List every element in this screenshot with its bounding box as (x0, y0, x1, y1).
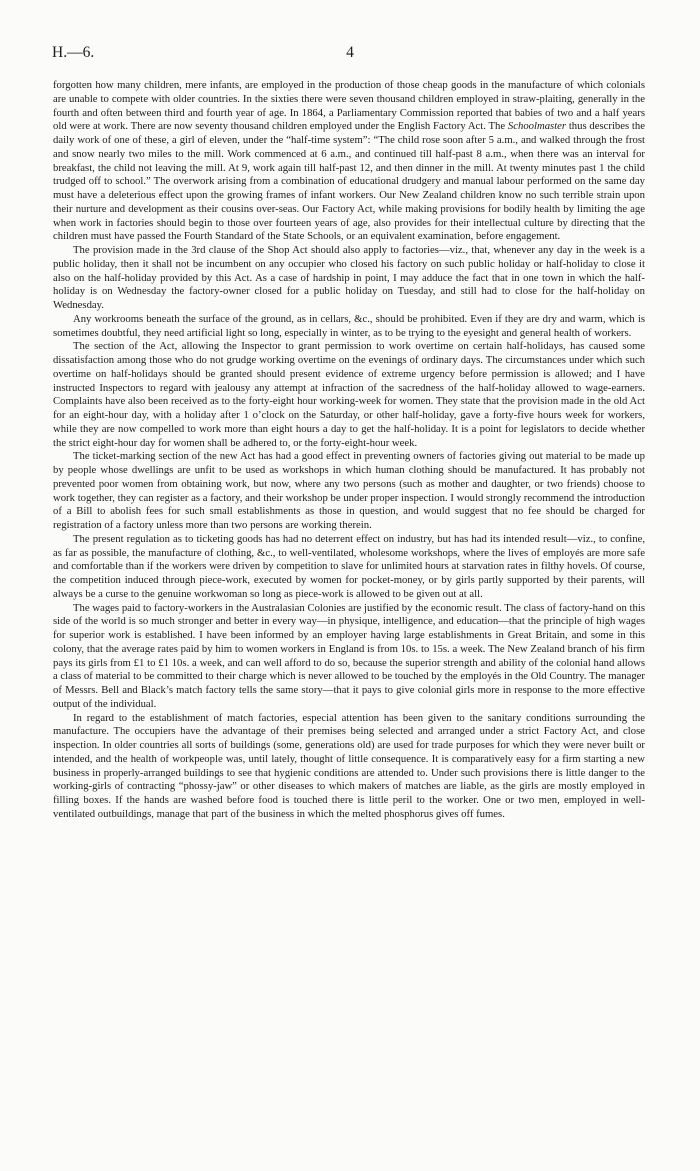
document-reference: H.—6. (52, 44, 95, 61)
paragraph-text: The provision made in the 3rd clause of the Shop Act should also apply to factories—viz., that, whenever any day in the week is a public holiday, then it shall not be incumbent on any occupier who closed his factory on such public holiday or half-holiday to close it also on the half-holiday provided by this Act. As a case of hardship in point, I may adduce the fact that in one town in which the half-holiday is on Wednesday the factory-owner closed for a public holiday on Tuesday, and still had to close for the half-holiday on Wednesday. (53, 244, 645, 311)
paragraph-text: The wages paid to factory-workers in the Australasian Colonies are justified by the economic result. The class of factory-hand on this side of the world is so much stronger and better in every way—in physique, intelligence, and education—that the principle of high wages for superior work is established. I have been informed by an employer having large establishments in Great Britain, and some in this colony, that the average rates paid by him to women workers in England is from 10s. to 15s. a week. The New Zealand branch of his firm pays its girls from £1 to £1 10s. a week, and can well afford to do so, because the superior strength and ability of the colonial hand allows a class of material to be committed to their charge which is never allowed to be touched by the employés in the Old Country. The manager of Messrs. Bell and Black’s match factory tells the same story—that it pays to give colonial girls more in response to the more effective output of the individual. (53, 601, 645, 710)
paragraph-text: Any workrooms beneath the surface of the ground, as in cellars, &c., should be prohibited. Even if they are dry and warm, which is sometimes doubtful, they need artificial light so long, especially in winter, as to be trying to the eyesight and general health of workers. (53, 312, 645, 339)
paragraph-text: forgotten how many children, mere infants, are employed in the production of those cheap goods in the manufacture of which colonials are unable to compete with older countries. In the sixties there were seven thousand children employed in straw-plaiting, generally in the fourth and often between third and fourth year of age. In 1864, a Parliamentary Commission reported that babies of two and a half years old were at work. There are now seventy thousand children employed under the English Factory Act. The (53, 79, 645, 133)
paragraph-8 (53, 712, 645, 822)
paragraph-6 (53, 533, 645, 602)
paragraph-3 (53, 313, 645, 341)
paragraph-4 (53, 340, 645, 450)
paragraph-text-italic: Schoolmaster (507, 120, 567, 133)
page-body (53, 79, 645, 822)
paragraph-7 (53, 602, 645, 712)
paragraph-text: thus describes the daily work of one of these, a girl of eleven, under the “half-time system”: “The child rose soon after 5 a.m., and walked through the frost and snow nearly two miles to the mill. Work commenced at 6 a.m., and continued till half-past 8 a.m., when there was an interval for breakfast, the child not leaving the mill. At 9, work again till half-past 12, and then dinner in the mill. At twenty minutes past 1 the child trudged off to school.” The overwork arising from a combination of educational drudgery and manual labour performed on the same day must have a deleterious effect upon the growing frames of infant workers. Our New Zealand children know no such terrible strain upon their nurture and development as their cousins over-seas. Our Factory Act, while making provisions for bodily health by limiting the age when work in factories should begin to those over fourteen years of age, also provides for their intellectual culture by directing that the children must have passed the Fourth Standard of the State Schools, or an equivalent examination, before engagement. (53, 120, 645, 243)
paragraph-2 (53, 244, 645, 313)
page-header (52, 44, 648, 66)
paragraph-text: In regard to the establishment of match factories, especial attention has been given to the sanitary conditions surrounding the manufacture. The occupiers have the advantage of their premises being selected and arranged under a strict Factory Act, and close inspection. In older countries all sorts of buildings (some, generations old) are used for trade purposes for which they were never built or intended, and the health of workpeople was, until lately, thought of little consequence. It is comparatively easy for a firm starting a new business in properly-arranged buildings to see that hygienic conditions are attended to. Under such provisions there is little danger to the working-girls of contracting “phossy-jaw” or other diseases to which makers of matches are liable, as the girls are mostly employed in filling boxes. If the hands are washed before food is touched there is little peril to the worker. One or two men, employed in well-ventilated outbuildings, manage that part of the business in which the melted phosphorus gives off fumes. (53, 711, 645, 820)
page-number: 4 (346, 44, 354, 61)
paragraph-5 (53, 450, 645, 533)
paragraph-1 (53, 79, 645, 244)
paragraph-text: The present regulation as to ticketing goods has had no deterrent effect on industry, but has had its intended result—viz., to confine, as far as possible, the manufacture of clothing, &c., to well-ventilated, wholesome workshops, where the lives of employés are more safe and comfortable than if the workers were driven by competition to slave for unlimited hours at starvation rates in filthy hovels. Of course, the competition induced through piece-work, executed by women for pocket-money, or by girls partly supported by their parents, will always be a curse to the genuine workwoman so long as piece-work is allowed to be given out at all. (53, 532, 645, 600)
paragraph-text: The ticket-marking section of the new Act has had a good effect in preventing owners of factories giving out material to be made up by people whose dwellings are unfit to be used as workshops in which human clothing should be manufactured. It has probably not prevented poor women from obtaining work, but now, where any two persons (such as mother and daughter, or two friends) choose to work together, they can register as a factory, and their workshop be under proper inspection. I would strongly recommend the introduction of a Bill to abolish fees for such small establishments as those in question, and would suggest that no fee should be charged for registration of a factory unless more than two persons are working therein. (53, 450, 645, 531)
paragraph-text: The section of the Act, allowing the Inspector to grant permission to work overtime on certain half-holidays, has caused some dissatisfaction among those who do not grudge working overtime on the evenings of ordinary days. The circumstances under which such overtime on half-holidays should be granted should present evidence of extreme urgency before permission is allowed; and I have instructed Inspectors to regard with jealousy any attempt at infraction of the sacredness of the half-holiday allowed to wage-earners. Complaints have also been received as to the forty-eight hour working-week for women. They state that the provision made in the old Act for an eight-hour day, with a holiday after 1 o’clock on the Saturday, or other half-holiday, gave a forty-five hours week for workers, while they are now compelled to work more than eight hours a day to get the half-holiday. It is a point for legislators to decide whether the strict eight-hour day for women shall be adhered to, or the forty-eight-hour week. (53, 340, 645, 449)
